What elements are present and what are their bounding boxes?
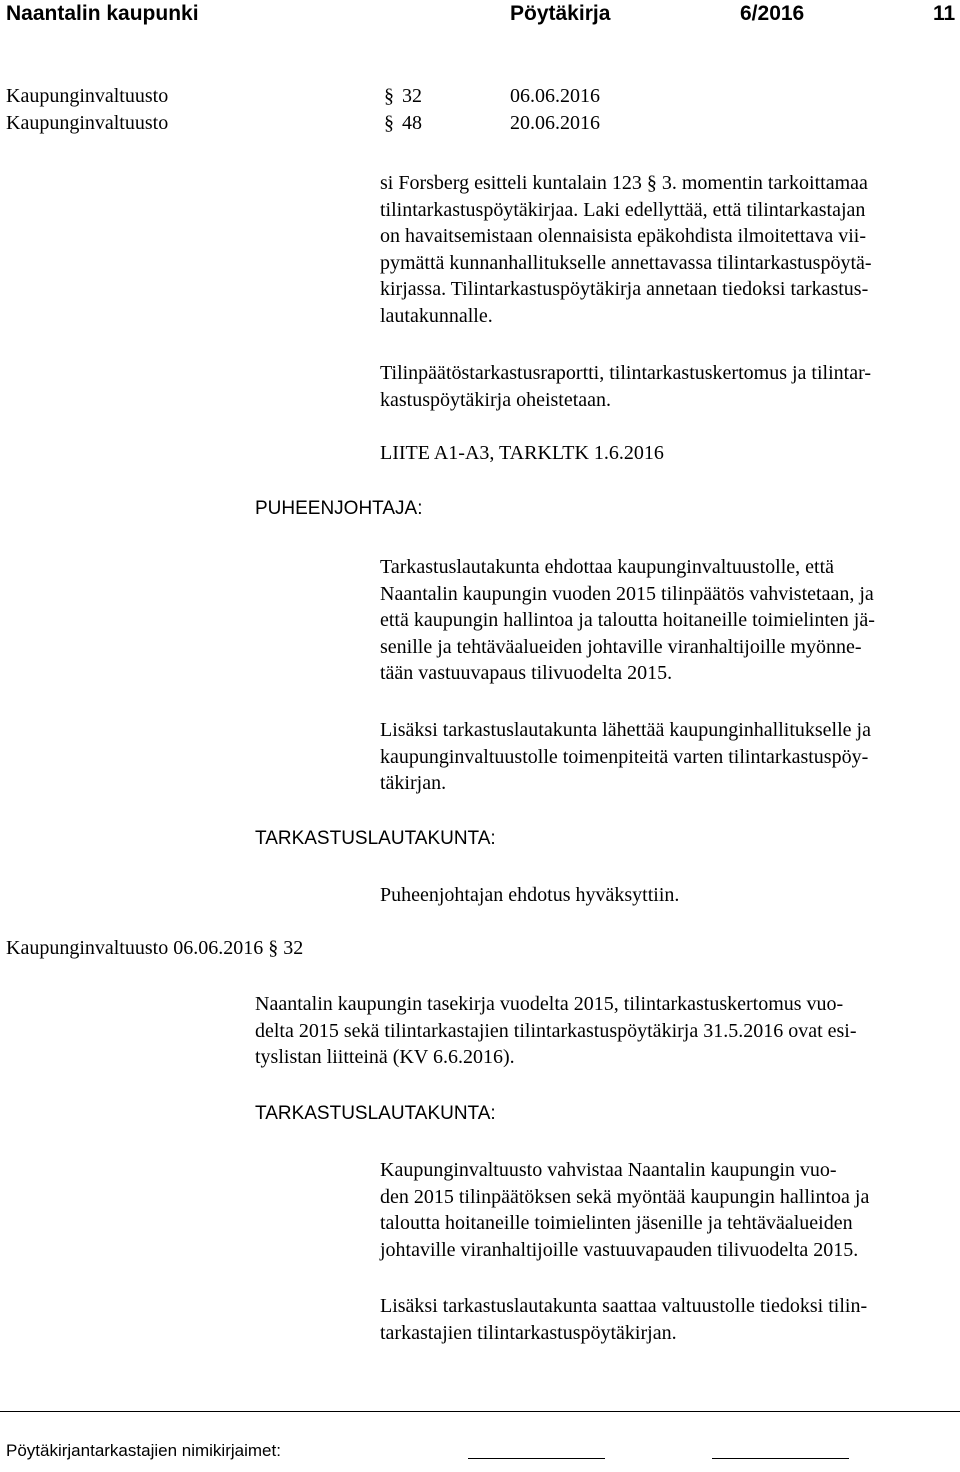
paragraph-audit-report xyxy=(380,170,872,330)
signature-line-1 xyxy=(468,1458,605,1459)
text-line: kastuspöytäkirja oheistetaan. xyxy=(380,388,612,411)
header-page: 11 xyxy=(933,2,956,25)
section-mark: § xyxy=(384,112,394,134)
paragraph-notification xyxy=(380,1293,867,1346)
paragraph-attachments xyxy=(380,360,871,413)
paragraph-proposal xyxy=(380,554,875,687)
header-number: 6/2016 xyxy=(740,2,805,25)
text-line: pymättä kunnanhallitukselle annettavassa tilintarkastuspöytä- xyxy=(380,251,872,274)
text-line: si Forsberg esitteli kuntalain 123 § 3. momentin tarkoittamaa xyxy=(380,172,868,194)
label-chair: PUHEENJOHTAJA: xyxy=(255,498,423,519)
text-line: den 2015 tilinpäätöksen sekä myöntää kaupungin hallintoa ja xyxy=(380,1185,870,1208)
header-org: Naantalin kaupunki xyxy=(6,2,199,25)
label-board: TARKASTUSLAUTAKUNTA: xyxy=(255,1103,496,1124)
text-line: senille ja tehtäväalueiden johtaville viranhaltijoille myönne- xyxy=(380,635,862,658)
text-line: Kaupunginvaltuusto vahvistaa Naantalin kaupungin vuo- xyxy=(380,1159,837,1181)
text-line: Lisäksi tarkastuslautakunta saattaa valtuustolle tiedoksi tilin- xyxy=(380,1295,868,1317)
text-line: on havaitsemistaan olennaisista epäkohdista ilmoitettava vii- xyxy=(380,225,866,248)
paragraph-council-approval xyxy=(380,1157,869,1263)
attachment-reference: LIITE A1-A3, TARKLTK 1.6.2016 xyxy=(380,442,664,464)
text-line: Naantalin kaupungin tasekirja vuodelta 2015, tilintarkastuskertomus vuo- xyxy=(255,993,844,1015)
text-line: tyslistan liitteinä (KV 6.6.2016). xyxy=(255,1046,515,1069)
text-line: Lisäksi tarkastuslautakunta lähettää kaupunginhallitukselle ja xyxy=(380,719,871,741)
text-line: kaupunginvaltuustolle toimenpiteitä varten tilintarkastuspöy- xyxy=(380,745,869,768)
reference-date-2: 20.06.2016 xyxy=(510,112,600,134)
text-line: tään vastuuvapaus tilivuodelta 2015. xyxy=(380,662,673,685)
text-line: taloutta hoitaneille toimielinten jäsenille ja tehtäväalueiden xyxy=(380,1212,853,1235)
text-line: lautakunnalle. xyxy=(380,304,493,327)
reference-body-2: Kaupunginvaltuusto xyxy=(6,112,169,134)
reference-num-2: 48 xyxy=(402,112,422,134)
reference-num-1: 32 xyxy=(402,85,422,107)
footer-label: Pöytäkirjantarkastajien nimikirjaimet: xyxy=(6,1441,281,1460)
text-line: delta 2015 sekä tilintarkastajien tilintarkastuspöytäkirja 31.5.2016 ovat esi- xyxy=(255,1019,857,1042)
text-line: Tarkastuslautakunta ehdottaa kaupunginvaltuustolle, että xyxy=(380,556,835,578)
header-doc-type: Pöytäkirja xyxy=(510,2,611,25)
label-board: TARKASTUSLAUTAKUNTA: xyxy=(255,828,496,849)
footer-divider xyxy=(0,1411,960,1412)
paragraph-additional xyxy=(380,717,871,797)
text-line: täkirjan. xyxy=(380,772,447,795)
text-line: Naantalin kaupungin vuoden 2015 tilinpäätös vahvistetaan, ja xyxy=(380,582,874,605)
text-line: kirjassa. Tilintarkastuspöytäkirja annetaan tiedoksi tarkastus- xyxy=(380,278,869,301)
reference-date-1: 06.06.2016 xyxy=(510,85,600,107)
text-line: Tilinpäätöstarkastusraportti, tilintarkastuskertomus ja tilintar- xyxy=(380,362,872,384)
text-line: tarkastajien tilintarkastuspöytäkirjan. xyxy=(380,1321,677,1344)
text-line: että kaupungin hallintoa ja taloutta hoitaneille toimielinten jä- xyxy=(380,609,875,632)
council-reference: Kaupunginvaltuusto 06.06.2016 § 32 xyxy=(6,937,304,959)
text-line: tilintarkastuspöytäkirjaa. Laki edellyttää, että tilintarkastajan xyxy=(380,198,866,221)
reference-body-1: Kaupunginvaltuusto xyxy=(6,85,169,107)
paragraph-financial-statements xyxy=(255,991,857,1071)
text-line: johtaville viranhaltijoille vastuuvapauden tilivuodelta 2015. xyxy=(380,1238,859,1261)
section-mark: § xyxy=(384,85,394,107)
decision-text: Puheenjohtajan ehdotus hyväksyttiin. xyxy=(380,884,680,906)
signature-line-2 xyxy=(712,1458,849,1459)
